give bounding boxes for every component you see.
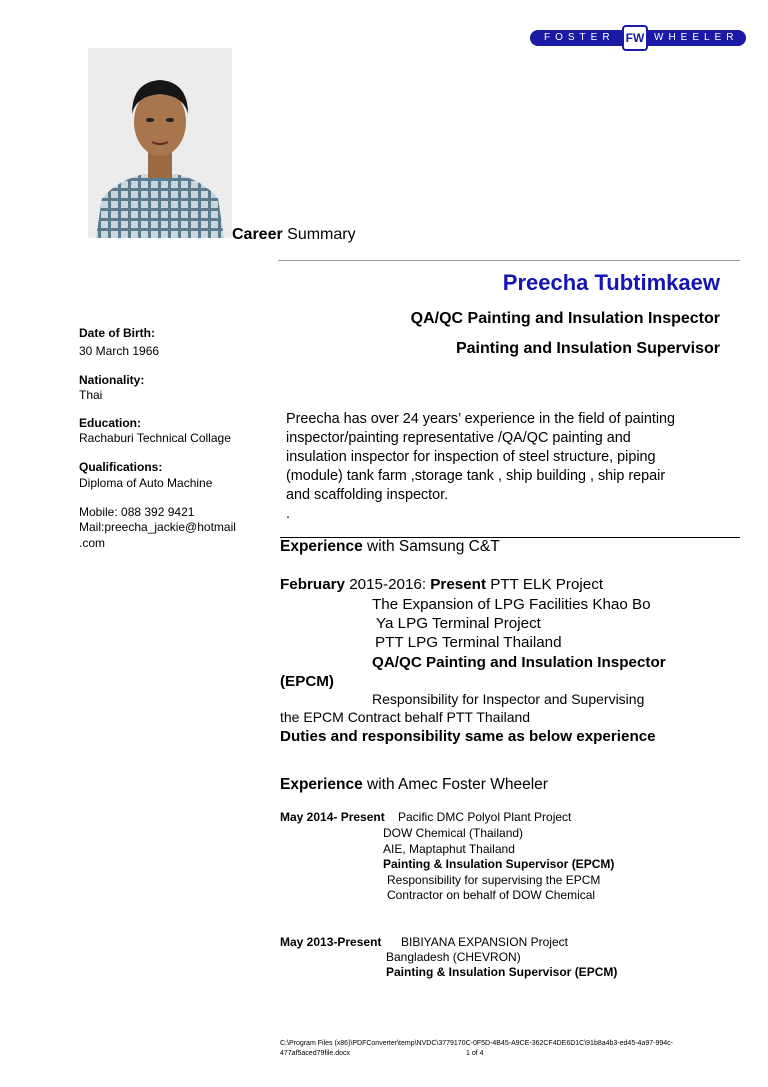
email-line-2: .com [79, 536, 106, 550]
email-line-1: Mail:preecha_jackie@hotmail [79, 520, 236, 534]
exp1-role-suffix: (EPCM) [280, 673, 334, 690]
experience-heading-amec: Experience with Amec Foster Wheeler [280, 776, 548, 793]
footer-file-path-2: 477af5aced79file.docx [280, 1050, 351, 1057]
summary-paragraph [286, 410, 675, 524]
logo-text-right: WHEELER [654, 32, 739, 43]
job1-location: AIE, Maptaphut Thailand [383, 842, 515, 856]
education-value: Rachaburi Technical Collage [79, 431, 231, 445]
nationality-value: Thai [79, 388, 103, 402]
exp1-project-line3: PTT LPG Terminal Thailand [375, 634, 562, 651]
summary-line: inspector/painting representative /QA/QC painting and [286, 430, 631, 446]
exp1-responsibility-2: the EPCM Contract behalf PTT Thailand [280, 709, 531, 725]
footer-file-path-1: C:\Program Files (x86)\PDFConverter\temp\NVDC\3779170C-0F5D-4B45-A9CE-362CF4DE6D1C\91b8a4b3-ed45-4a97-994c- [280, 1040, 673, 1047]
job2-project: BIBIYANA EXPANSION Project [401, 935, 568, 949]
summary-line: . [286, 506, 290, 522]
job2-client: Bangladesh (CHEVRON) [386, 950, 521, 964]
summary-line: insulation inspector for inspection of steel structure, piping [286, 449, 656, 465]
summary-line: and scaffolding inspector. [286, 487, 449, 503]
job1-client: DOW Chemical (Thailand) [383, 826, 524, 840]
qualifications-label: Qualifications: [79, 460, 163, 474]
summary-line: Preecha has over 24 years’ experience in the field of painting [286, 411, 676, 427]
experience-heading-samsung: Experience with Samsung C&T [280, 538, 500, 555]
job1-responsibility-1: Responsibility for supervising the EPCM [387, 873, 601, 887]
foster-wheeler-logo [530, 30, 746, 46]
mobile-number: Mobile: 088 392 9421 [79, 505, 195, 519]
footer-page-number: 1 of 4 [466, 1050, 484, 1057]
experience-rule [280, 537, 740, 538]
exp1-project-line1: The Expansion of LPG Facilities Khao Bo [372, 596, 651, 613]
dob-label: Date of Birth: [79, 326, 155, 340]
page-title: Career Summary [232, 226, 356, 243]
exp1-period: February 2015-2016: Present PTT ELK Project [280, 576, 604, 593]
job1-project: Pacific DMC Polyol Plant Project [398, 810, 572, 824]
exp1-responsibility-1: Responsibility for Inspector and Supervising [372, 691, 645, 707]
person-title-1: QA/QC Painting and Insulation Inspector [410, 310, 720, 327]
profile-photo [88, 48, 232, 238]
job2-period: May 2013-Present [280, 935, 382, 949]
nationality-label: Nationality: [79, 373, 145, 387]
job1-responsibility-2: Contractor on behalf of DOW Chemical [387, 888, 596, 902]
exp1-duties: Duties and responsibility same as below experience [280, 728, 656, 745]
logo-text-left: FOSTER [544, 32, 615, 43]
exp1-project-line2: Ya LPG Terminal Project [376, 615, 541, 632]
job1-role: Painting & Insulation Supervisor (EPCM) [383, 857, 615, 871]
person-title-2: Painting and Insulation Supervisor [455, 340, 720, 357]
dob-value: 30 March 1966 [79, 344, 160, 358]
logo-emblem: FW [622, 25, 648, 51]
job1-period: May 2014- Present [280, 810, 385, 824]
job2-role: Painting & Insulation Supervisor (EPCM) [386, 965, 618, 979]
person-name: Preecha Tubtimkaew [502, 270, 720, 295]
header-rule [278, 260, 740, 261]
education-label: Education: [79, 416, 141, 430]
summary-line: (module) tank farm ,storage tank , ship building , ship repair [286, 468, 666, 484]
qualifications-value: Diploma of Auto Machine [79, 476, 213, 490]
exp1-role: QA/QC Painting and Insulation Inspector [372, 654, 666, 671]
